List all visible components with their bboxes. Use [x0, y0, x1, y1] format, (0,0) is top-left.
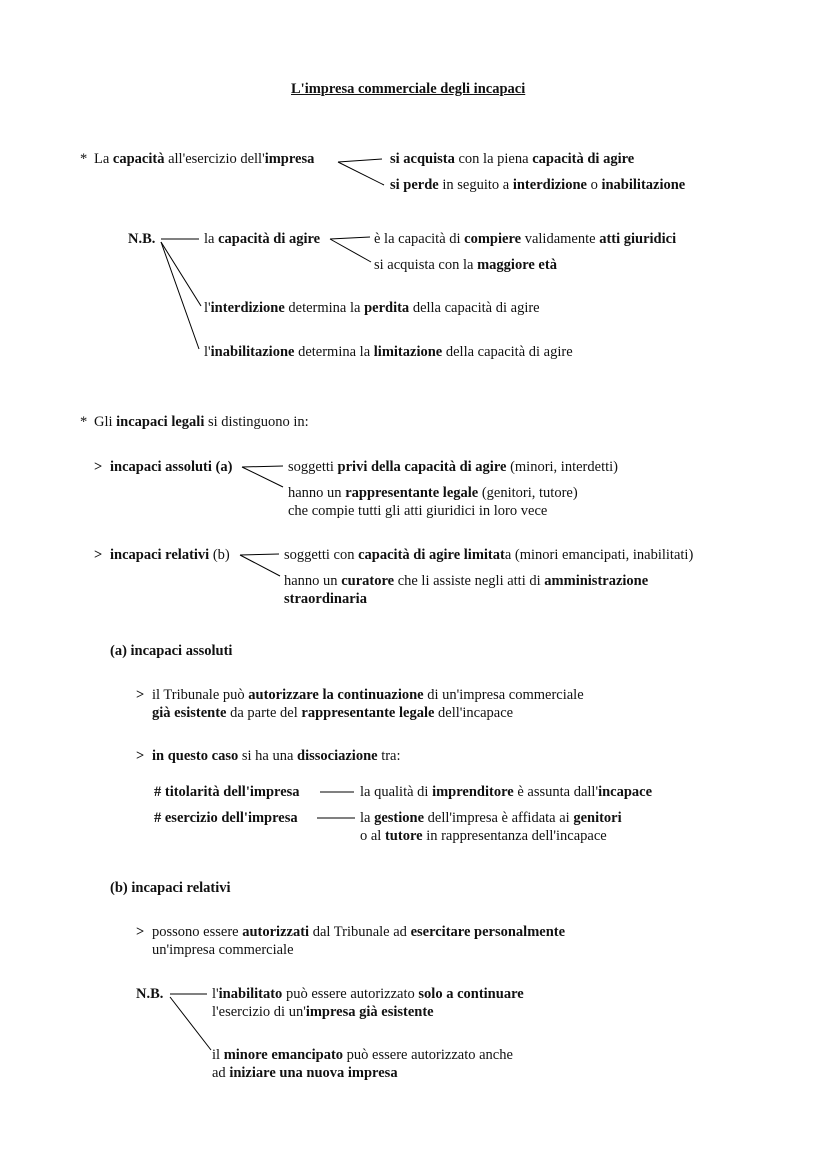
- connector-capacita-compiere: [330, 237, 370, 239]
- section-b-heading: (b) incapaci relativi: [110, 880, 231, 896]
- connector-capacita-perde: [338, 162, 384, 185]
- relativi-curatore-cont: straordinaria: [284, 591, 367, 607]
- capacita-subject: La capacità all'esercizio dell'impresa: [94, 151, 315, 167]
- connector-capacita-maggiore: [330, 239, 371, 262]
- esercizio-label: # esercizio dell'impresa: [154, 810, 298, 826]
- nb-minore-emancipato: il minore emancipato può essere autorizzato anche: [212, 1047, 513, 1063]
- tribunale-autorizzare-cont: già esistente da parte del rappresentante legale dell'incapace: [152, 705, 514, 721]
- marker-arrow: >: [136, 748, 145, 764]
- nb-capacita-agire: la capacità di agire: [204, 231, 321, 247]
- relativi-curatore: hanno un curatore che li assiste negli atti di amministrazione: [284, 573, 649, 589]
- tribunale-autorizzare: il Tribunale può autorizzare la continuazione di un'impresa commerciale: [152, 687, 584, 703]
- nb-inabilitazione: l'inabilitazione determina la limitazione della capacità di agire: [204, 344, 573, 360]
- connector-relativi-curatore: [240, 555, 280, 576]
- capacita-acquista: si acquista con la piena capacità di agire: [390, 151, 635, 167]
- nb-capacita-definizione: è la capacità di compiere validamente atti giuridici: [374, 231, 677, 247]
- connector-assoluti-privi: [242, 466, 283, 467]
- connector-nb-inabilitazione: [161, 242, 199, 349]
- nb-capacita-acquisto: si acquista con la maggiore età: [374, 257, 557, 273]
- autorizzati-text: possono essere autorizzati dal Tribunale ad esercitare personalmente: [152, 924, 566, 940]
- nb-label: N.B.: [136, 986, 164, 1002]
- incapaci-legali-intro: Gli incapaci legali si distinguono in:: [94, 414, 309, 430]
- nb-inabilitato: l'inabilitato può essere autorizzato solo a continuare: [212, 986, 524, 1002]
- titolarita-text: la qualità di imprenditore è assunta dall'incapace: [360, 784, 653, 800]
- incapaci-relativi-label: incapaci relativi (b): [110, 547, 230, 563]
- bullet-asterisk: *: [80, 151, 88, 167]
- bullet-asterisk: *: [80, 414, 88, 430]
- nb-interdizione: l'interdizione determina la perdita della capacità di agire: [204, 300, 540, 316]
- connector-nb-interdizione: [161, 242, 201, 306]
- marker-arrow: >: [136, 687, 145, 703]
- dissociazione-intro: in questo caso si ha una dissociazione tra:: [152, 748, 401, 764]
- relativi-limitata: soggetti con capacità di agire limitata (minori emancipati, inabilitati): [284, 547, 694, 563]
- section-a-heading: (a) incapaci assoluti: [110, 643, 233, 659]
- nb-minore-emancipato-cont: ad iniziare una nuova impresa: [212, 1065, 398, 1081]
- marker-arrow: >: [136, 924, 145, 940]
- nb-inabilitato-cont: l'esercizio di un'impresa già esistente: [212, 1004, 434, 1020]
- connector-nb2-minore: [170, 997, 211, 1050]
- assoluti-privi: soggetti privi della capacità di agire (minori, interdetti): [288, 459, 618, 475]
- capacita-perde: si perde in seguito a interdizione o inabilitazione: [390, 177, 686, 193]
- esercizio-text-cont: o al tutore in rappresentanza dell'incapace: [360, 828, 607, 844]
- assoluti-rappresentante-cont: che compie tutti gli atti giuridici in loro vece: [288, 503, 548, 519]
- connector-capacita-acquista: [338, 159, 382, 162]
- assoluti-rappresentante: hanno un rappresentante legale (genitori, tutore): [288, 485, 578, 501]
- connector-assoluti-rappresentante: [242, 467, 283, 487]
- connector-relativi-limitata: [240, 554, 279, 555]
- autorizzati-text-cont: un'impresa commerciale: [152, 942, 294, 958]
- incapaci-assoluti-label: incapaci assoluti (a): [110, 459, 233, 475]
- esercizio-text: la gestione dell'impresa è affidata ai genitori: [360, 810, 622, 826]
- page-title: L'impresa commerciale degli incapaci: [291, 81, 526, 97]
- marker-arrow: >: [94, 459, 103, 475]
- nb-label: N.B.: [128, 231, 156, 247]
- titolarita-label: # titolarità dell'impresa: [154, 784, 300, 800]
- marker-arrow: >: [94, 547, 103, 563]
